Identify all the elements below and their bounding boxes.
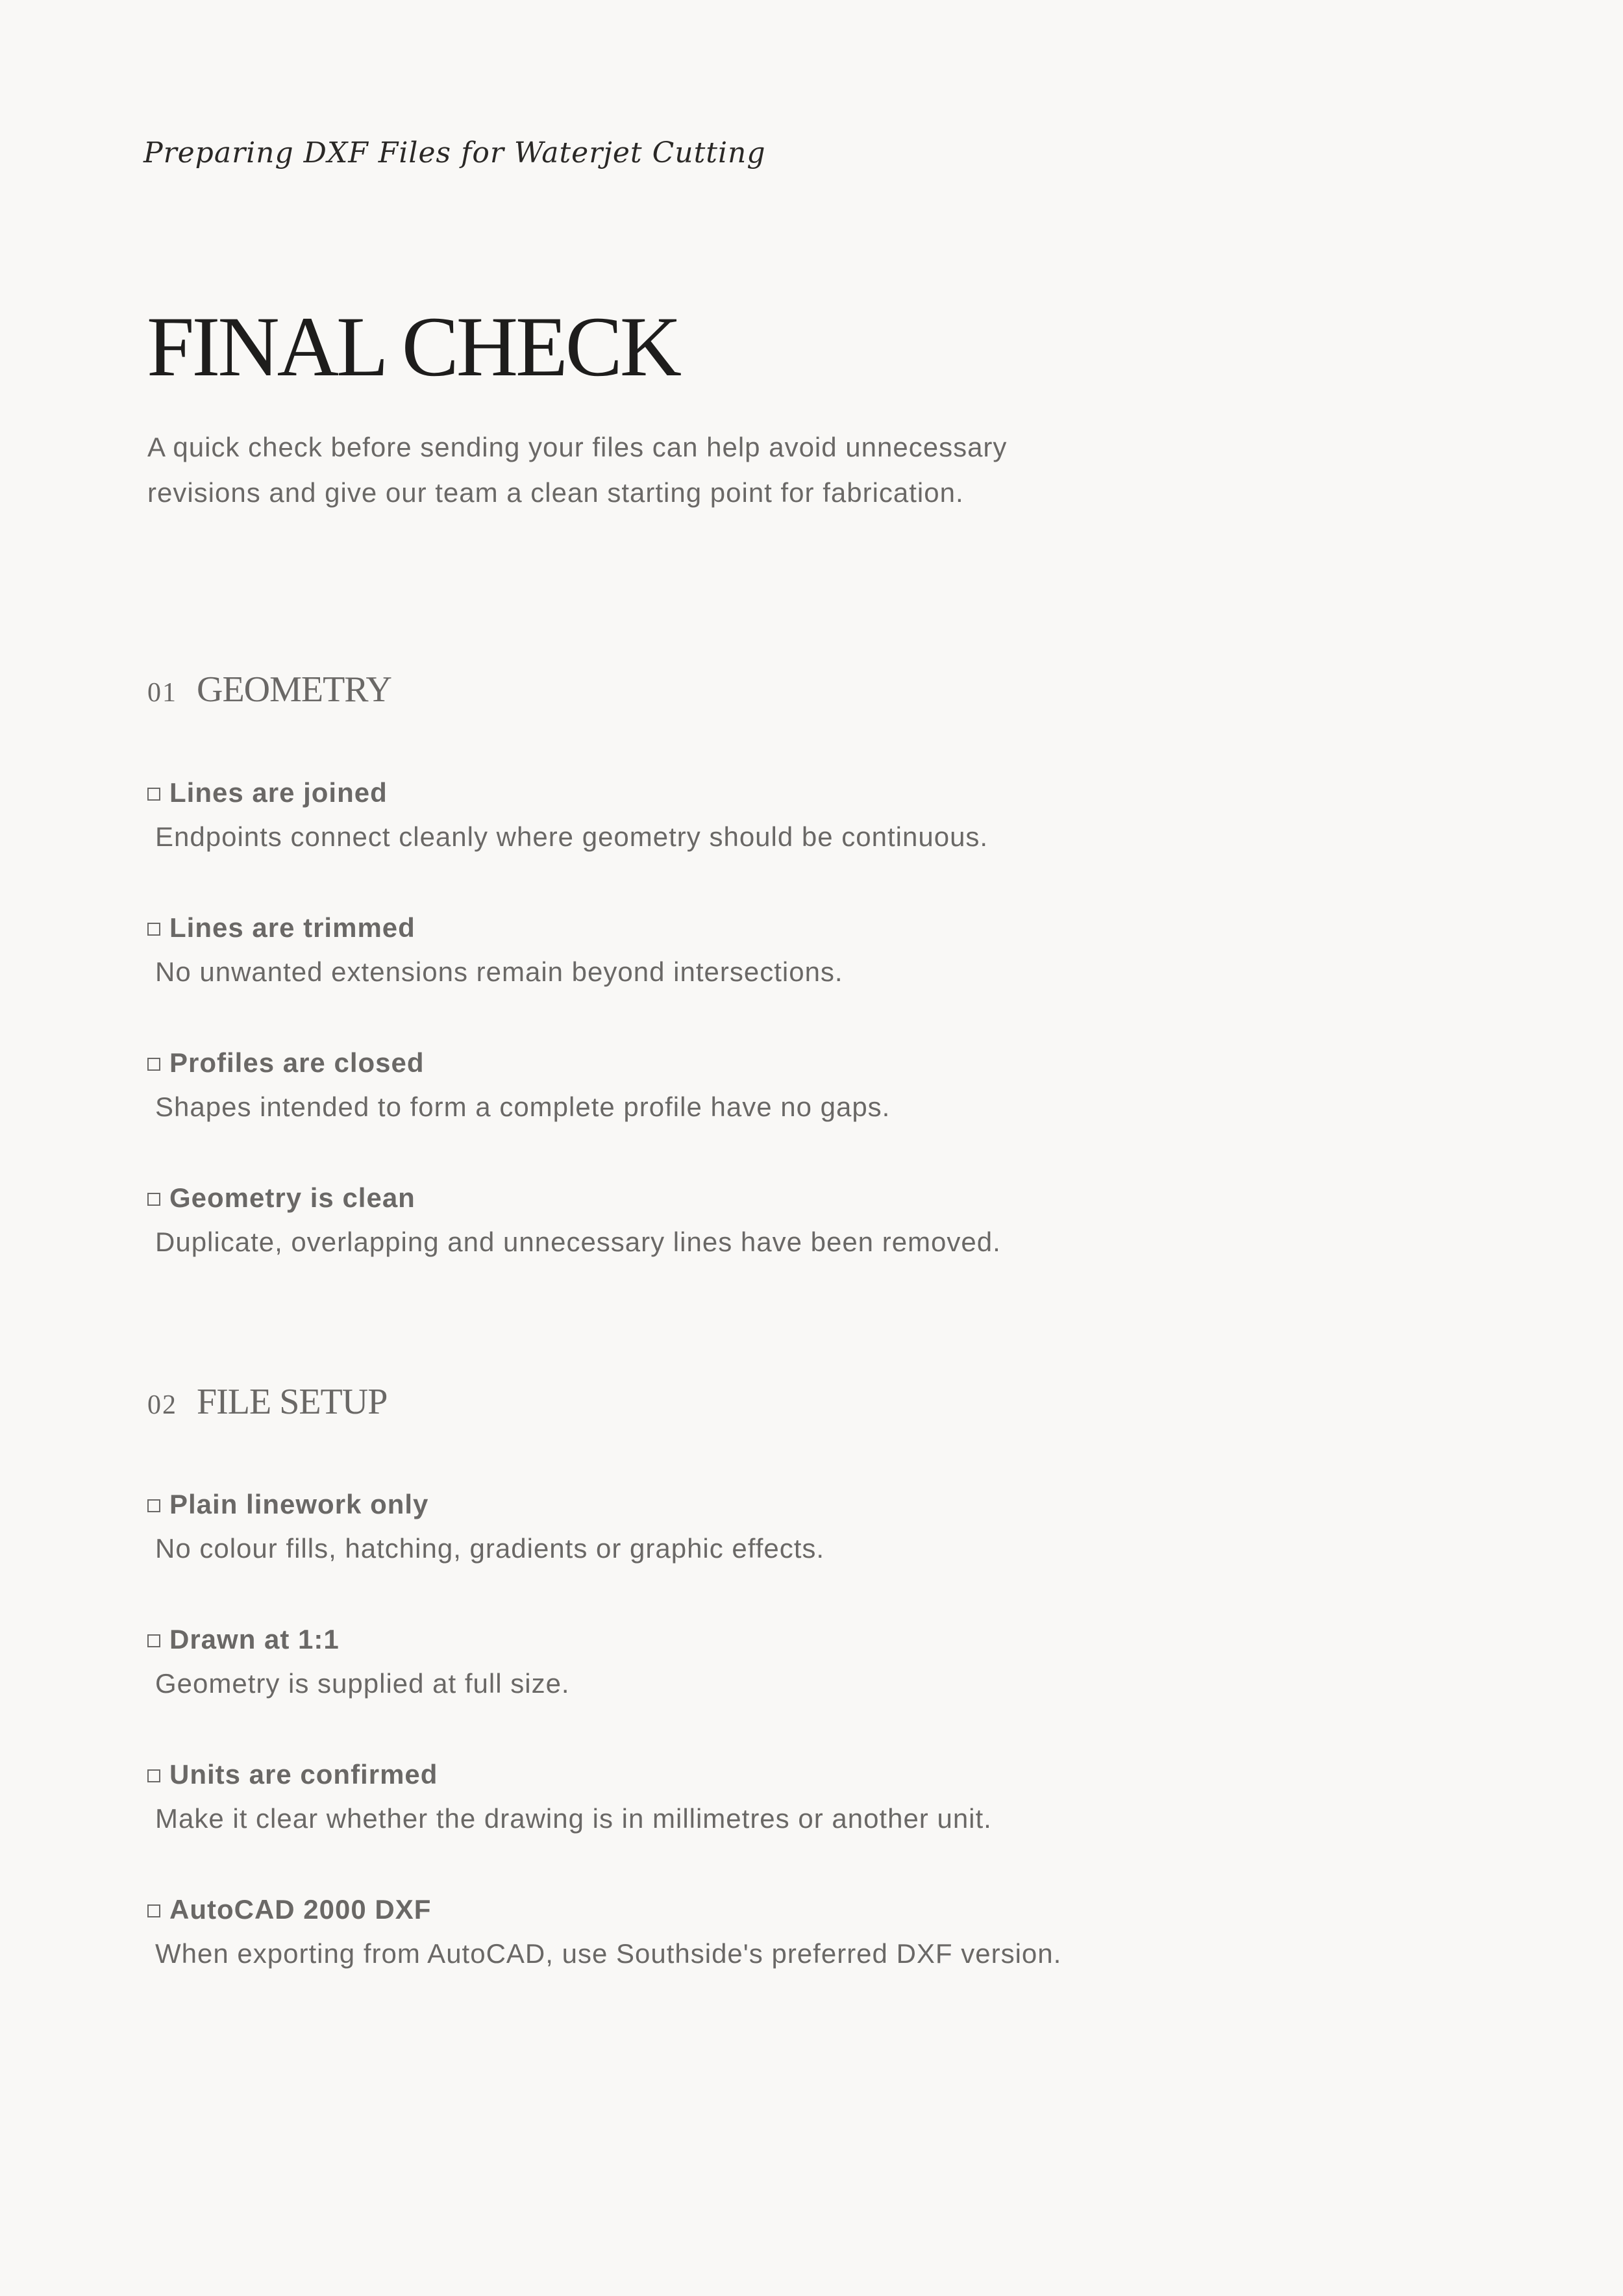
checklist-item-title: Units are confirmed	[169, 1759, 438, 1790]
checkbox[interactable]	[147, 1904, 160, 1917]
checklist-item	[147, 1891, 1316, 2027]
checklist-item-description: Make it clear whether the drawing is in millimetres or another unit.	[155, 1803, 992, 1834]
checklist-item-title: AutoCAD 2000 DXF	[169, 1894, 432, 1925]
checklist-item	[147, 775, 1316, 910]
checklist-item-title: Geometry is clean	[169, 1182, 415, 1213]
checklist-item-description: When exporting from AutoCAD, use Southside's preferred DXF version.	[155, 1938, 1062, 1969]
checklist-item	[147, 1486, 1316, 1621]
checklist-item	[147, 1756, 1316, 1891]
section-title: FILE SETUP	[197, 1382, 388, 1422]
checklist-item	[147, 1180, 1316, 1315]
checkbox[interactable]	[147, 788, 160, 801]
checklist-item-title: Lines are joined	[169, 777, 388, 808]
checklist-item-description: No colour fills, hatching, gradients or graphic effects.	[155, 1533, 825, 1564]
intro-paragraph: A quick check before sending your files can help avoid unnecessary revisions and give our team a clean starting point for fabrication.	[147, 432, 1008, 508]
checkbox[interactable]	[147, 1769, 160, 1782]
checklist-item	[147, 1045, 1316, 1180]
checklist-item-description: Shapes intended to form a complete profile have no gaps.	[155, 1092, 891, 1122]
checklist-geometry	[147, 775, 1316, 1315]
section-title: GEOMETRY	[197, 669, 391, 710]
checklist-item-description: Duplicate, overlapping and unnecessary lines have been removed.	[155, 1227, 1001, 1257]
checklist-item	[147, 910, 1316, 1045]
checkbox[interactable]	[147, 923, 160, 936]
section-heading-geometry	[147, 669, 391, 710]
section-number: 02	[147, 1390, 177, 1420]
checklist-file-setup	[147, 1486, 1316, 2027]
section-heading-file-setup	[147, 1381, 387, 1423]
section-number: 01	[147, 678, 177, 708]
checklist-item-title: Profiles are closed	[169, 1047, 425, 1078]
document-header-title: Preparing DXF Files for Waterjet Cutting	[143, 136, 766, 169]
checklist-item-title: Plain linework only	[169, 1489, 429, 1519]
checklist-item-title: Lines are trimmed	[169, 912, 415, 943]
checklist-item-description: Geometry is supplied at full size.	[155, 1668, 570, 1699]
checkbox[interactable]	[147, 1193, 160, 1206]
page-title: FINAL CHECK	[147, 299, 680, 394]
checkbox[interactable]	[147, 1058, 160, 1071]
checklist-item-description: Endpoints connect cleanly where geometry should be continuous.	[155, 821, 989, 852]
checkbox[interactable]	[147, 1634, 160, 1647]
checklist-item-title: Drawn at 1:1	[169, 1624, 340, 1654]
checklist-item-description: No unwanted extensions remain beyond intersections.	[155, 956, 843, 987]
checkbox[interactable]	[147, 1499, 160, 1512]
checklist-item	[147, 1621, 1316, 1756]
